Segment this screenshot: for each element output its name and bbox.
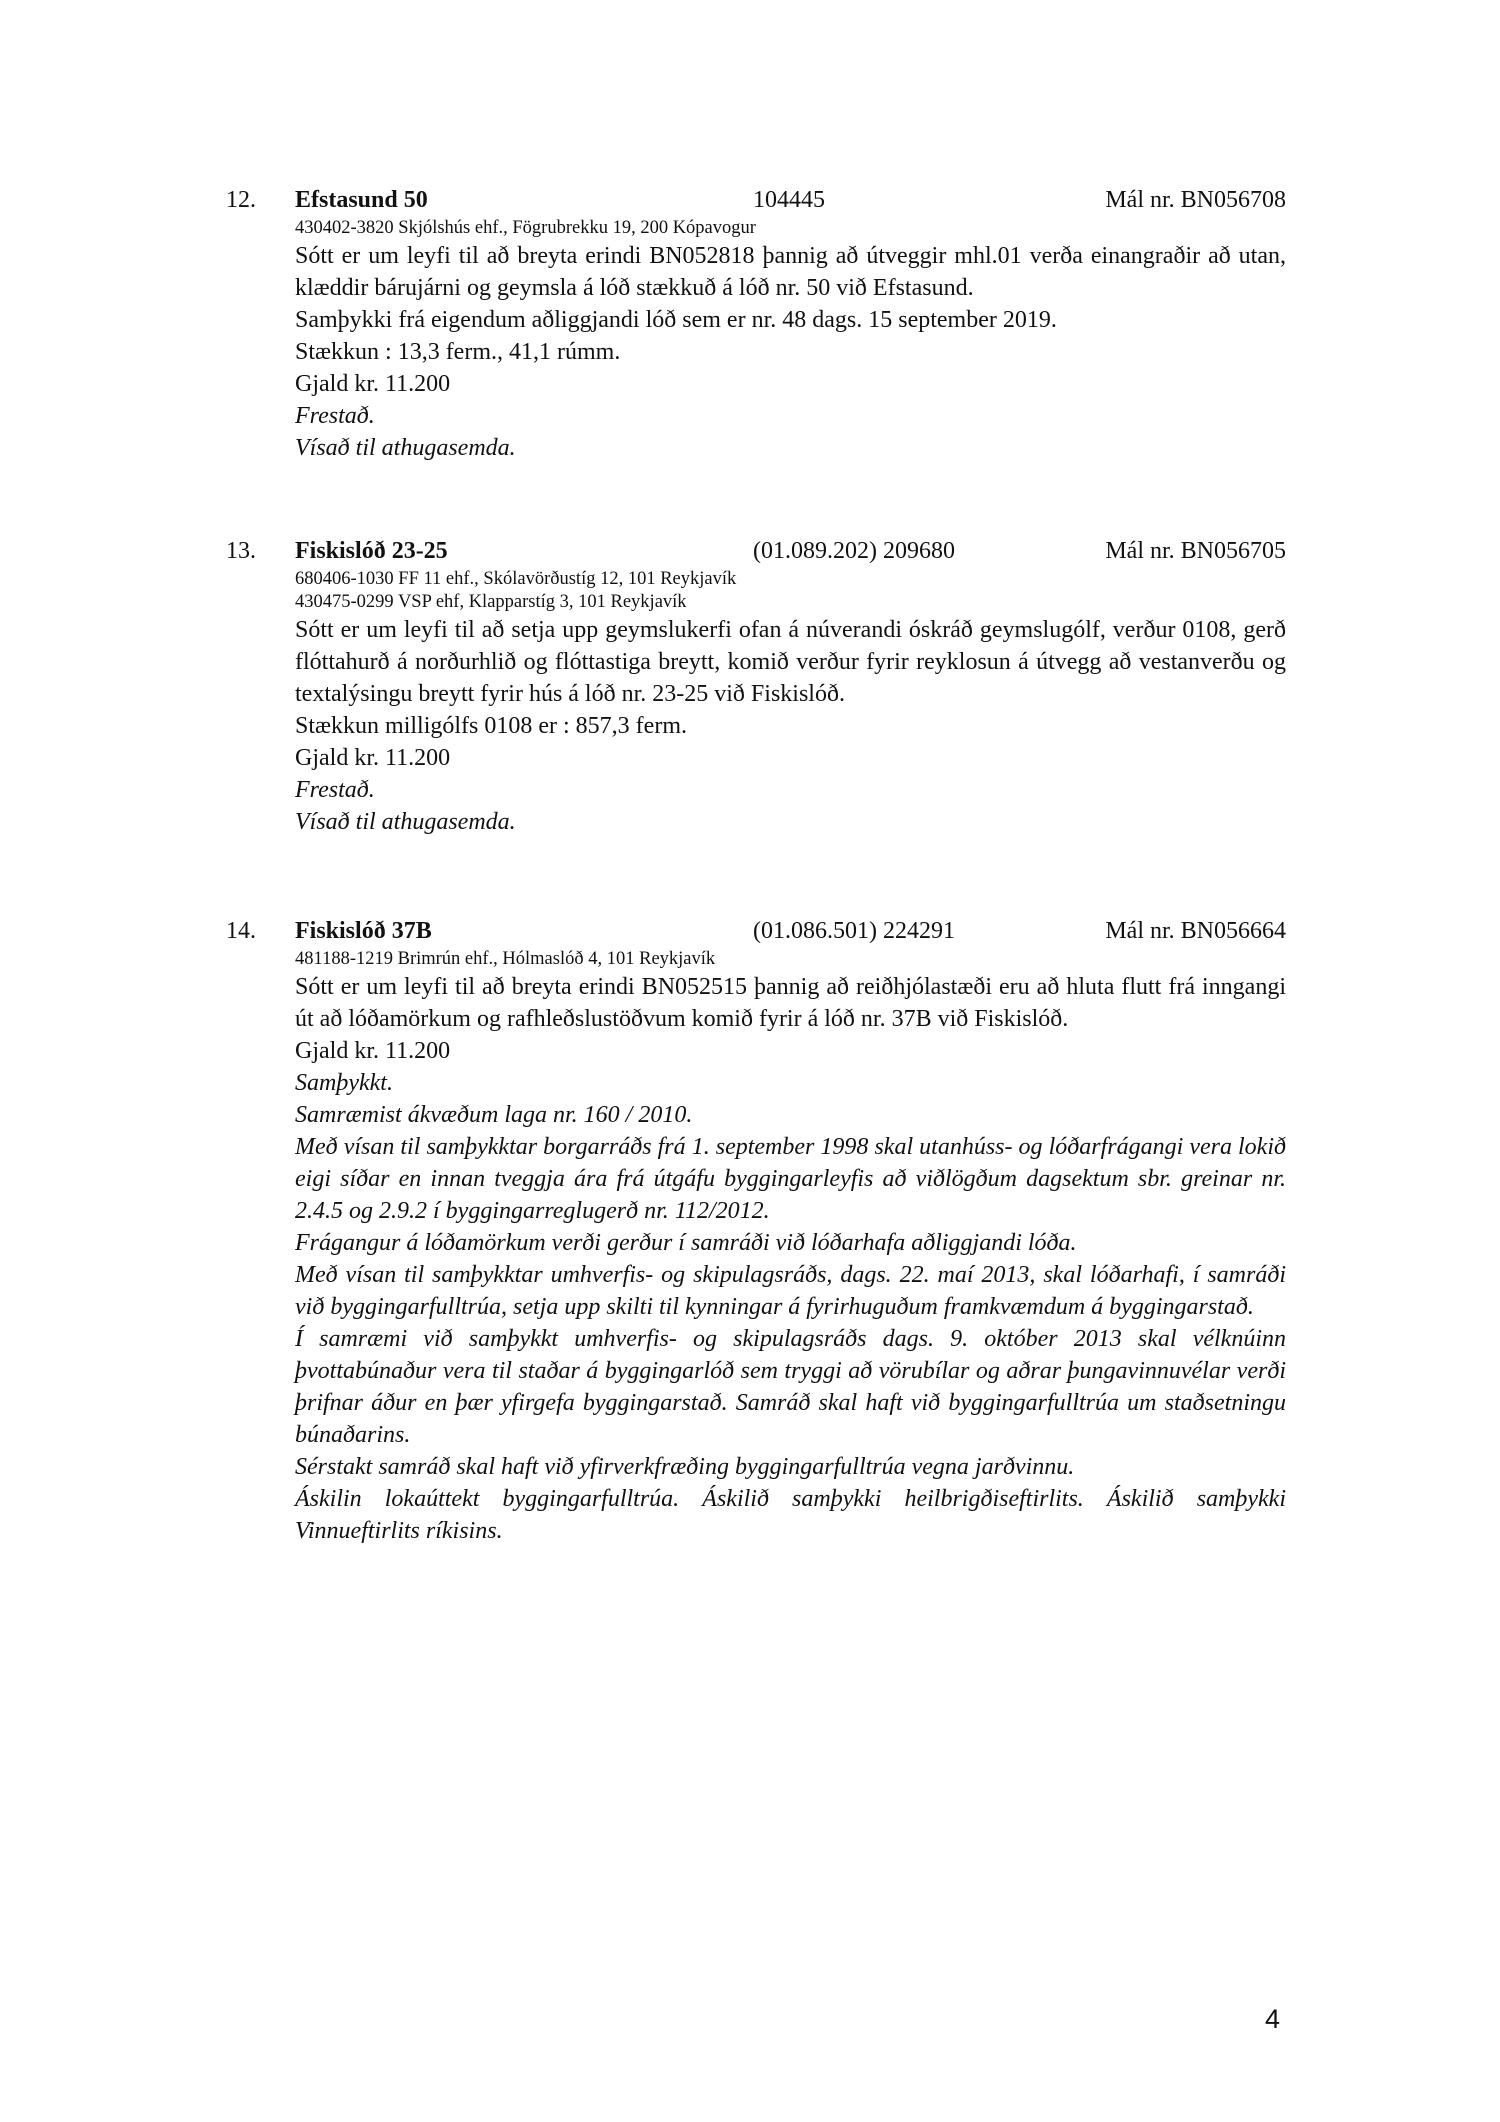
- case-reference: Mál nr. BN056664: [1105, 918, 1286, 944]
- property-id: (01.086.501) 224291: [753, 918, 955, 944]
- decision-note: Með vísan til samþykktar borgarráðs frá 1. september 1998 skal utanhúss- og lóðarfrágangi vera lokið eigi síðar en innan tveggja ára frá útgáfu byggingarleyfis að viðlögðum dagsektum sbr. greinar nr. 2.4.5 og 2.9.2 í byggingarreglugerð nr. 112/2012.: [295, 1134, 1286, 1224]
- case-address: Fiskislóð 23-25: [295, 538, 448, 564]
- property-id: (01.089.202) 209680: [753, 538, 955, 564]
- fee-line: Gjald kr. 11.200: [295, 745, 451, 771]
- decision-note: Áskilin lokaúttekt byggingarfulltrúa. Áskilið samþykki heilbrigðiseftirlits. Áskilið samþykki Vinnueftirlits ríkisins.: [295, 1486, 1286, 1544]
- case-number: 12.: [226, 187, 256, 213]
- decision-note: Vísað til athugasemda.: [295, 435, 516, 461]
- case-body: [295, 948, 1286, 1547]
- case-body: [295, 568, 1286, 838]
- decision-note: Frestað.: [295, 777, 375, 803]
- decision-note: Í samræmi við samþykkt umhverfis- og skipulagsráðs dags. 9. október 2013 skal vélknúinn þvottabúnaður vera til staðar á byggingarlóð sem tryggi að vörubílar og aðrar þungavinnuvélar verði þrifnar áður en þær yfirgefa byggingarstað. Samráð skal haft við byggingarfulltrúa um staðsetningu búnaðarins.: [295, 1326, 1286, 1448]
- case-body: [295, 217, 1286, 464]
- decision-note: Samræmist ákvæðum laga nr. 160 / 2010.: [295, 1102, 693, 1128]
- case-header: [226, 914, 1286, 948]
- case-reference: Mál nr. BN056708: [1105, 187, 1286, 213]
- case-description: Sótt er um leyfi til að breyta erindi BN052818 þannig að útveggir mhl.01 verða einangraðir að utan, klæddir bárujárni og geymsla á lóð stækkuð á lóð nr. 50 við Efstasund.: [295, 243, 1286, 301]
- fee-line: Gjald kr. 11.200: [295, 1038, 451, 1064]
- applicant: 430475-0299 VSP ehf, Klapparstíg 3, 101 Reykjavík: [295, 592, 687, 612]
- case-number: 13.: [226, 538, 256, 564]
- case-14: [226, 914, 1286, 1547]
- case-address: Fiskislóð 37B: [295, 918, 432, 944]
- case-address: Efstasund 50: [295, 187, 428, 213]
- case-description: Sótt er um leyfi til að breyta erindi BN052515 þannig að reiðhjólastæði eru að hluta flutt frá inngangi út að lóðamörkum og rafhleðslustöðvum komið fyrir á lóð nr. 37B við Fiskislóð.: [295, 974, 1286, 1032]
- detail-line: Stækkun : 13,3 ferm., 41,1 rúmm.: [295, 339, 621, 365]
- applicant: 680406-1030 FF 11 ehf., Skólavörðustíg 12, 101 Reykjavík: [295, 569, 737, 589]
- case-reference: Mál nr. BN056705: [1105, 538, 1286, 564]
- case-number: 14.: [226, 918, 256, 944]
- decision-note: Frágangur á lóðamörkum verði gerður í samráði við lóðarhafa aðliggjandi lóða.: [295, 1230, 1077, 1256]
- applicant: 430402-3820 Skjólshús ehf., Fögrubrekku 19, 200 Kópavogur: [295, 218, 756, 238]
- property-id: 104445: [753, 187, 825, 213]
- decision-note: Með vísan til samþykktar umhverfis- og skipulagsráðs, dags. 22. maí 2013, skal lóðarhafi, í samráði við byggingarfulltrúa, setja upp skilti til kynningar á fyrirhuguðum framkvæmdum á byggingarstað.: [295, 1262, 1286, 1320]
- case-header: [226, 534, 1286, 568]
- decision-note: Sérstakt samráð skal haft við yfirverkfræðing byggingarfulltrúa vegna jarðvinnu.: [295, 1454, 1075, 1480]
- case-12: [226, 183, 1286, 464]
- case-description: Sótt er um leyfi til að setja upp geymslukerfi ofan á núverandi óskráð geymslugólf, verður 0108, gerð flóttahurð á norðurhlið og flóttastiga breytt, komið verður fyrir reyklosun á útvegg að vestanverðu og textalýsingu breytt fyrir hús á lóð nr. 23-25 við Fiskislóð.: [295, 617, 1286, 707]
- decision-note: Vísað til athugasemda.: [295, 809, 516, 835]
- case-header: [226, 183, 1286, 217]
- page-number: 4: [1264, 2004, 1280, 2034]
- detail-line: Stækkun milligólfs 0108 er : 857,3 ferm.: [295, 713, 687, 739]
- fee-line: Gjald kr. 11.200: [295, 371, 451, 397]
- applicant: 481188-1219 Brimrún ehf., Hólmaslóð 4, 101 Reykjavík: [295, 949, 716, 969]
- decision-note: Samþykkt.: [295, 1070, 393, 1096]
- case-13: [226, 534, 1286, 838]
- decision-note: Frestað.: [295, 403, 375, 429]
- detail-line: Samþykki frá eigendum aðliggjandi lóð sem er nr. 48 dags. 15 september 2019.: [295, 307, 1057, 333]
